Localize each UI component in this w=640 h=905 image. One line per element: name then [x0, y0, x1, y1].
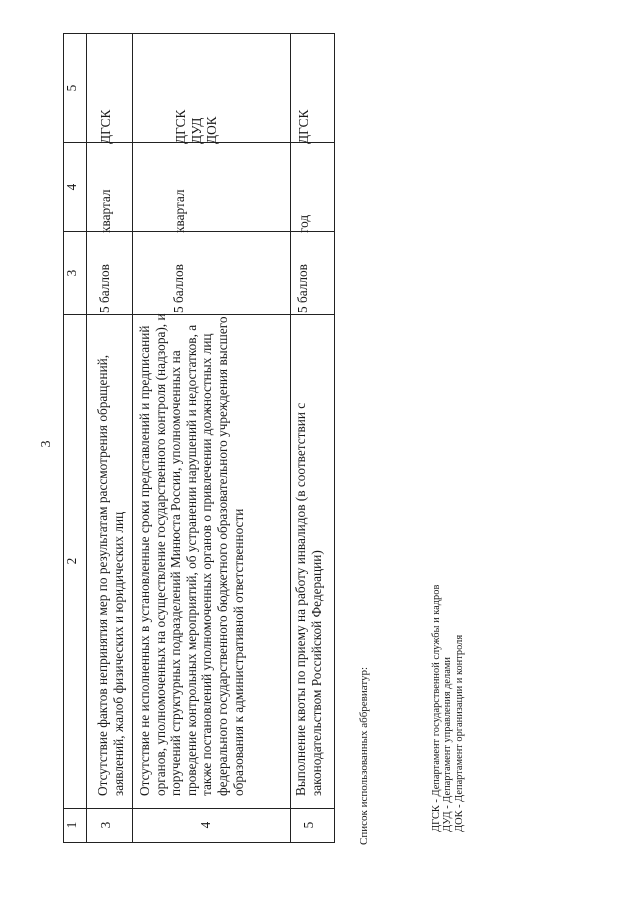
header-col-1: 1: [64, 821, 79, 829]
row-3-description: Отсутствие фактов непринятия мер по результатам рассмотрения обращений, заявлений, жалоб физических и юридических лиц: [95, 354, 126, 796]
row-5-description: Выполнение квоты по приему на работу инвалидов (в соответствии с законодательством Российской Федерации): [293, 402, 324, 796]
row-5-departments: ДГСК: [296, 109, 311, 144]
row-5-number: 5: [301, 821, 316, 829]
page-number: 3: [39, 440, 54, 448]
department-abbr: ДУД: [188, 117, 204, 144]
row-3-departments: ДГСК: [98, 109, 113, 144]
row-divider: [86, 33, 87, 843]
table-border-bottom: [63, 842, 334, 843]
abbreviation-item: ДУД - Департамент управления делами: [442, 657, 454, 832]
row-4-description: Отсутствие не исполненных в установленные сроки представлений и предписаний органов, уполномоченных на осуществление государственного контроля (надзора), и поручений структурных подразделений Минюста России, уполномоченных на проведение контрольных мероприятий, об устранении нарушений и недостатков, а также постановлений уполномоченных органов о привлечении должностных лиц федерального государственного бюджетного образовательного учреждения высшего образования к административной ответственности: [137, 313, 246, 796]
row-4-period: квартал: [172, 189, 187, 233]
row-3-points: 5 баллов: [97, 264, 112, 313]
abbreviation-item: ДОК - Департамент организации и контроля: [453, 634, 465, 832]
row-3-number: 3: [98, 821, 113, 829]
row-5-period: год: [296, 214, 311, 233]
row-divider: [290, 33, 291, 843]
abbreviations-title: Список использованных аббревиатур:: [358, 666, 370, 845]
row-4-departments: [173, 34, 249, 144]
header-col-3: 3: [64, 269, 79, 277]
row-divider: [132, 33, 133, 843]
header-col-4: 4: [64, 183, 79, 191]
row-5-points: 5 баллов: [295, 264, 310, 313]
header-col-5: 5: [64, 84, 79, 92]
department-abbr: ДОК: [204, 116, 220, 144]
table-border-right: [334, 33, 335, 843]
header-col-2: 2: [64, 557, 79, 565]
row-4-points: 5 баллов: [171, 264, 186, 313]
abbreviations-list: [431, 532, 469, 832]
row-4-number: 4: [198, 821, 213, 829]
department-abbr: ДГСК: [173, 109, 188, 144]
abbreviation-item: ДГСК - Департамент государственной службы и кадров: [431, 584, 442, 832]
row-3-period: квартал: [98, 189, 113, 233]
